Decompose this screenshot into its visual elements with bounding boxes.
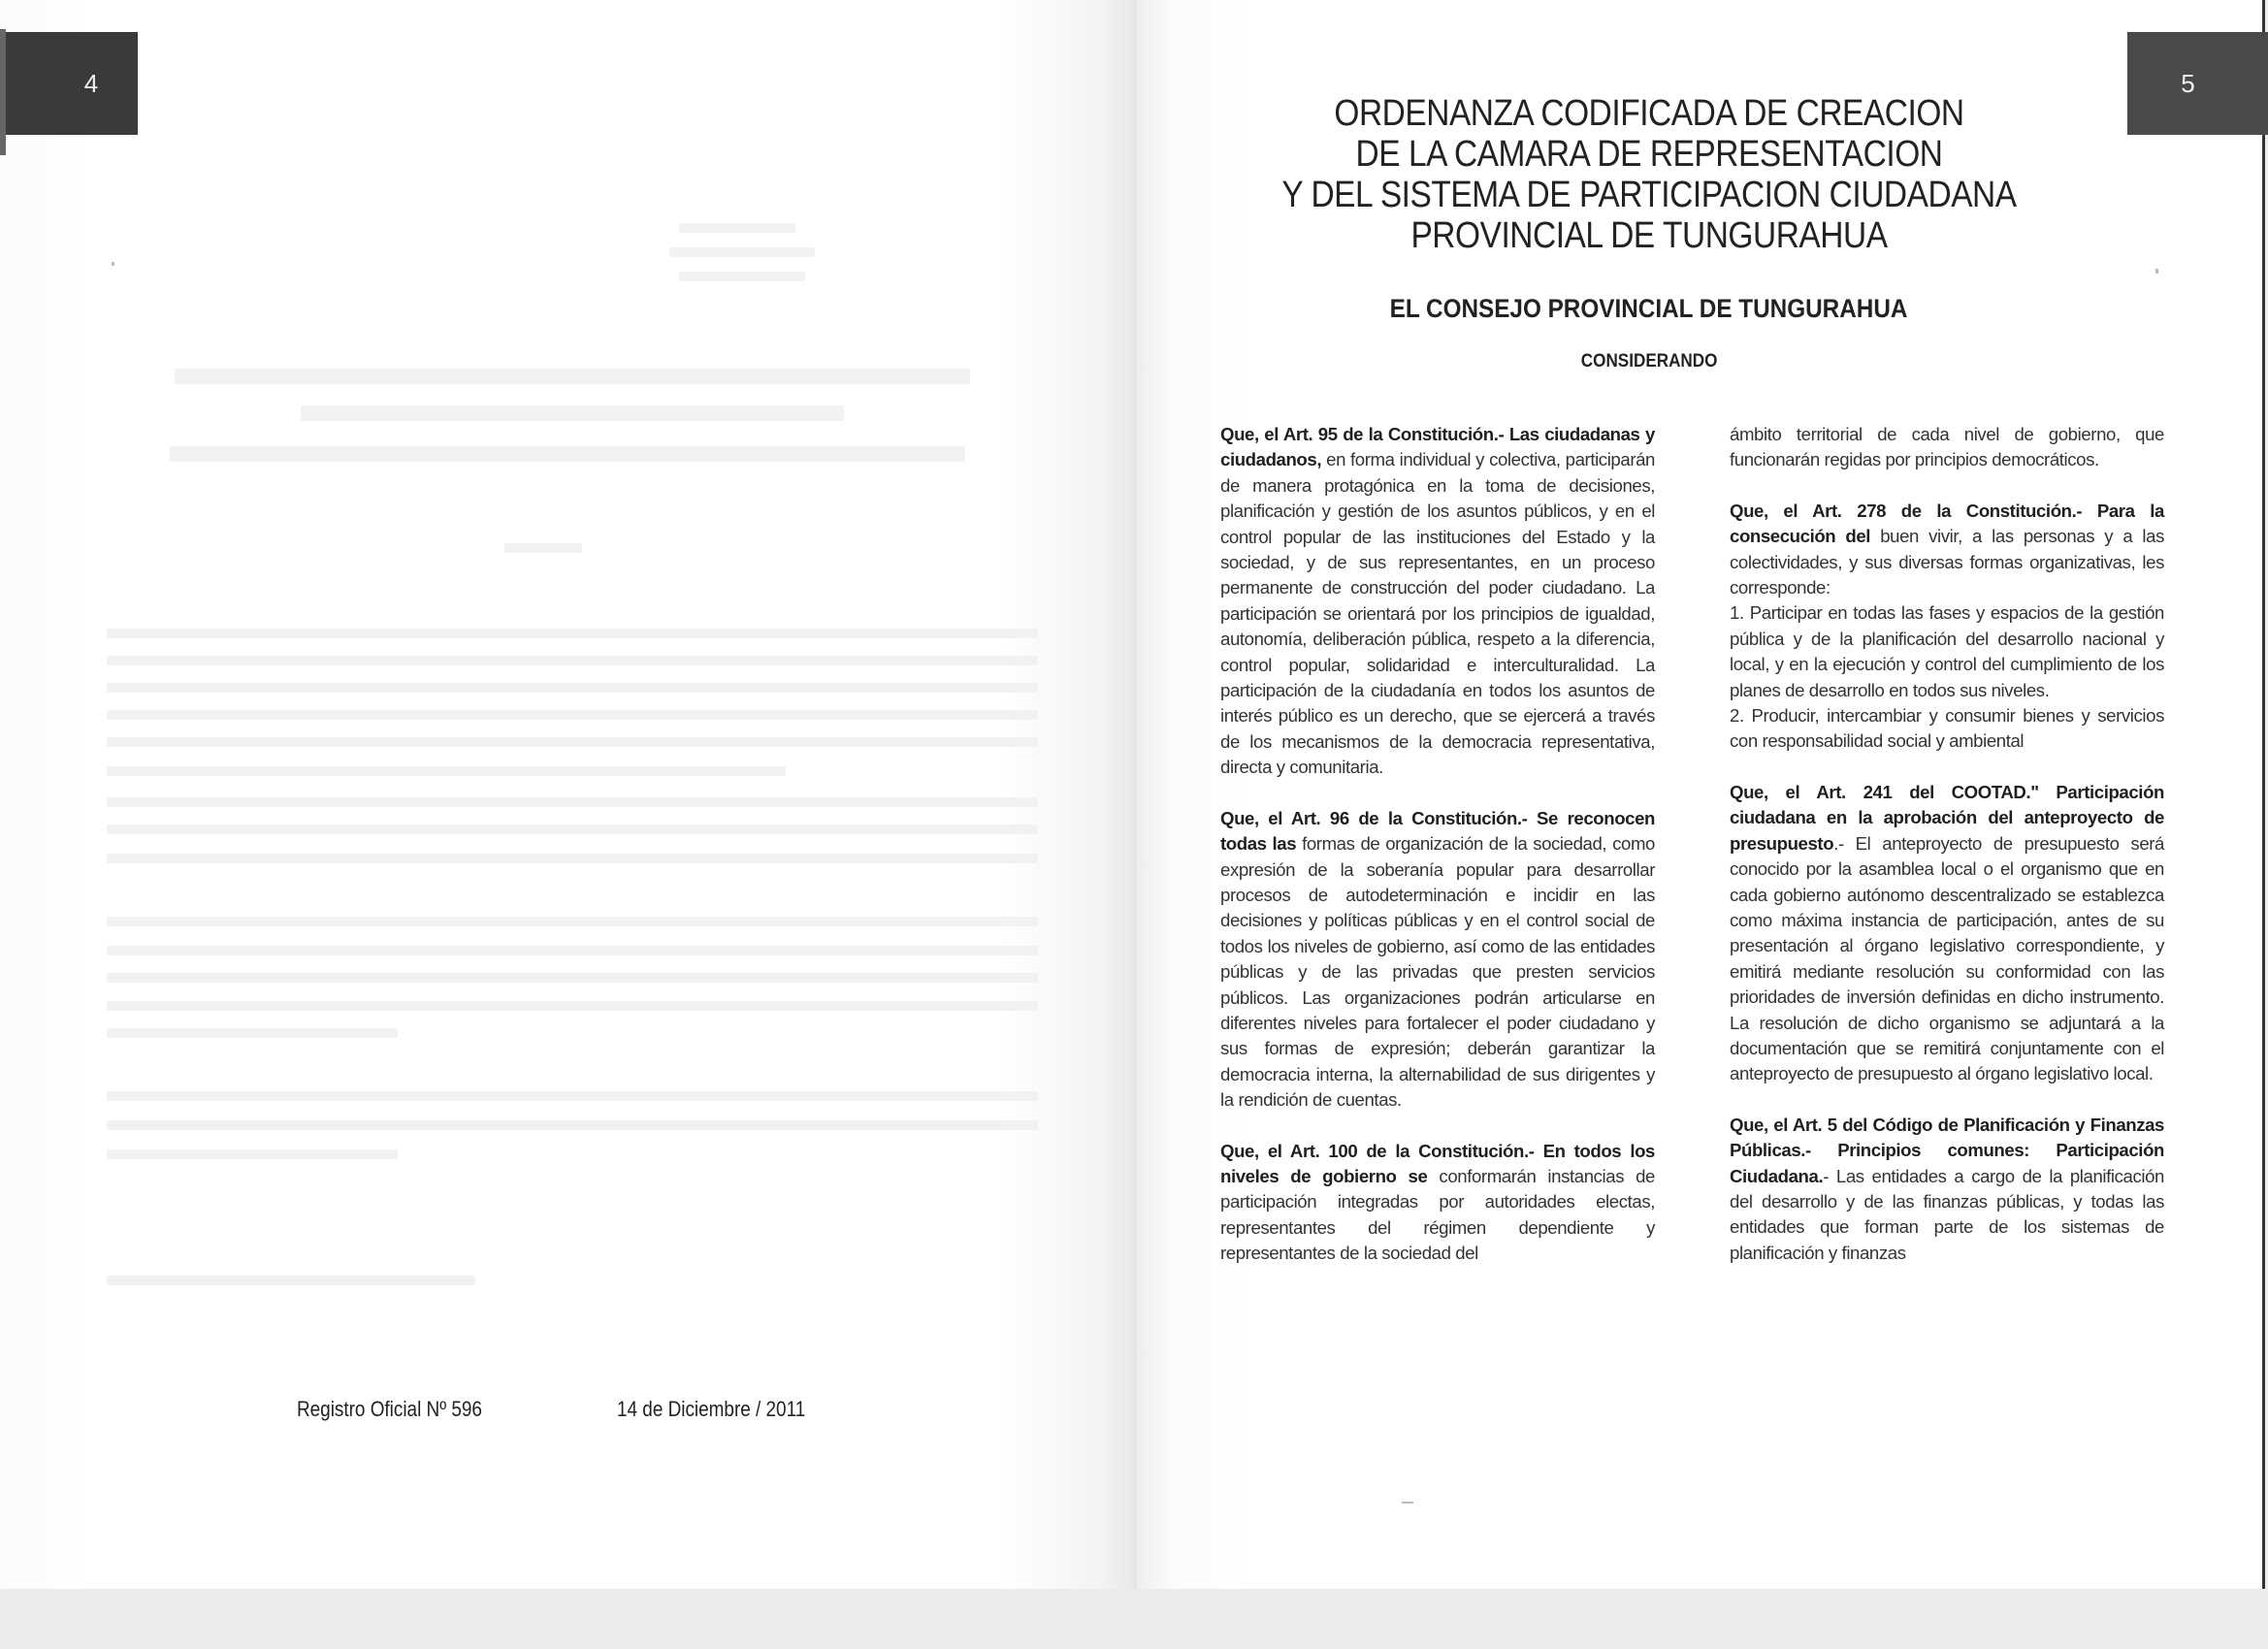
bleed-through-line	[107, 683, 1038, 693]
bleed-through-line	[107, 1120, 1038, 1130]
clause-lead: Que, el Art. 278 de la Constitución.- Para la consecución del	[1730, 500, 2164, 547]
bleed-through-line	[504, 543, 582, 553]
text-column-1	[1220, 422, 1655, 1292]
list-item: 1. Participar en todas las fases y espacios de la gestión pública y de la planificación del desarrollo nacional y local, y en la ejecución y control del cumplimiento de los planes de desarrollo en todos sus niveles.	[1730, 602, 2164, 700]
bleed-through-line	[679, 272, 805, 281]
considerando-art-96	[1220, 806, 1655, 1114]
clause-lead: Que, el Art. 96 de la Constitución.- Se reconocen todas las	[1220, 807, 1655, 855]
clause-body: conformarán instancias de participación integradas por autoridades electas, representantes del régimen dependiente y representantes de la sociedad del	[1220, 1165, 1655, 1264]
bleed-through-line	[669, 247, 815, 257]
bleed-through-line	[107, 824, 1038, 834]
clause-body: formas de organización de la sociedad, como expresión de la soberanía popular para desarrollar procesos de autodeterminación e incidir en las decisiones y políticas públicas y en el control social de todos los niveles de gobierno, así como de las entidades públicas y de las privadas que presten servicios públicos. Las organizaciones podrán articularse en diferentes niveles para fortalecer el poder ciudadano y sus formas de expresión; deberán garantizar la democracia interna, la alternabilidad de sus dirigentes y la rendición de cuentas.	[1220, 833, 1655, 1111]
page-number-right: 5	[2181, 68, 2195, 98]
title-line: Y DEL SISTEMA DE PARTICIPACION CIUDADANA	[1281, 175, 2017, 215]
page-number-tab-left	[6, 32, 138, 135]
clause-body: en forma individual y colectiva, participarán de manera protagónica en la toma de decisiones, planificación y gestión de los asuntos públicos, y en el control popular de las instituciones del Estado y la sociedad, y de sus representantes, en un proceso permanente de construcción del poder ciudadano. La participación se orientará por los principios de igualdad, autonomía, deliberación pública, respeto a la diferencia, control popular, solidaridad e interculturalidad. La participación de la ciudadanía en todos los asuntos de interés público es un derecho, que se ejercerá a través de los mecanismos de la democracia representativa, directa y comunitaria.	[1220, 449, 1655, 778]
clause-body: - Las entidades a cargo de la planificación del desarrollo y de las finanzas públicas, y todas las entidades que forman parte de los sistemas de planificación y finanzas	[1730, 1165, 2164, 1263]
bleed-through-line	[301, 405, 844, 421]
title-line: ORDENANZA CODIFICADA DE CREACION	[1334, 93, 1964, 134]
title-line: PROVINCIAL DE TUNGURAHUA	[1410, 215, 1888, 256]
print-speck	[112, 262, 114, 266]
page-number-left: 4	[83, 68, 99, 98]
clause-body: buen vivir, a las personas y a las colectividades, y sus diversas formas organizativas, les corresponde:	[1730, 526, 2164, 598]
issuer-heading	[1213, 294, 2086, 324]
footer-date: 14 de Diciembre / 2011	[617, 1397, 806, 1421]
clause-lead: Que, el Art. 5 del Código de Planificación y Finanzas Públicas.- Principios comunes: Participación Ciudadana.	[1730, 1114, 2164, 1186]
bleed-through-line	[170, 446, 965, 462]
considerando-art-95	[1220, 422, 1655, 781]
clause-intro	[1730, 499, 2164, 601]
bleed-through-line	[107, 1149, 398, 1159]
clause-lead: Que, el Art. 241 del COOTAD." Participación ciudadana en la aprobación del anteproyecto de presupuesto	[1730, 781, 2164, 854]
bleed-through-line	[107, 797, 1038, 807]
list-item: 2. Producir, intercambiar y consumir bienes y servicios con responsabilidad social y ambiental	[1730, 705, 2164, 752]
bleed-through-line	[107, 629, 1038, 638]
document-title	[1213, 93, 2086, 256]
page-number-tab-right	[2127, 32, 2268, 135]
print-speck	[2155, 269, 2158, 274]
section-heading	[1213, 351, 2086, 372]
continuation-text: ámbito territorial de cada nivel de gobierno, que funcionarán regidas por principios democráticos.	[1730, 424, 2164, 470]
left-page	[0, 0, 1137, 1589]
bleed-through-line	[107, 973, 1038, 983]
title-line: DE LA CAMARA DE REPRESENTACION	[1355, 134, 1943, 175]
bleed-through-line	[107, 946, 1038, 955]
bleed-through-line	[107, 1028, 398, 1038]
bleed-through-line	[107, 1091, 1038, 1101]
bleed-through-line	[107, 737, 1038, 747]
considerando-text: CONSIDERANDO	[1580, 351, 1718, 372]
bleed-through-line	[107, 710, 1038, 720]
bleed-through-line	[107, 1001, 1038, 1011]
clause-body: .- El anteproyecto de presupuesto será conocido por la asamblea local o el organismo que en cada gobierno autónomo descentralizado se establezca como máxima instancia de participación, antes de su presentación al órgano legislativo correspondiente, y emitirá mediante resolución su conformidad con las prioridades de inversión definidas en dicho instrumento. La resolución de dicho organismo se adjuntará a la documentación que se remitirá conjuntamente con el anteproyecto de presupuesto al órgano legislativo local.	[1730, 832, 2164, 1084]
clause-lead: Que, el Art. 100 de la Constitución.- En todos los niveles de gobierno se	[1220, 1140, 1655, 1186]
bleed-through-line	[175, 369, 970, 384]
footer-registro-oficial: Registro Oficial Nº 596	[297, 1397, 482, 1421]
clause-lead: Que, el Art. 95 de la Constitución.- Las ciudadanas y ciudadanos,	[1220, 424, 1655, 470]
bleed-through-line	[107, 766, 786, 776]
considerando-art-241	[1730, 780, 2164, 1087]
considerando-art-5	[1730, 1113, 2164, 1266]
print-speck	[1402, 1502, 1413, 1504]
text-column-2	[1730, 422, 2164, 1291]
bleed-through-line	[107, 1276, 475, 1285]
bleed-through-line	[107, 917, 1038, 926]
considerando-art-278	[1730, 499, 2164, 755]
bleed-through-line	[107, 854, 1038, 863]
bleed-through-line	[107, 656, 1038, 665]
bleed-through-line	[679, 223, 795, 233]
considerando-art-100	[1220, 1139, 1655, 1267]
issuer-text: EL CONSEJO PROVINCIAL DE TUNGURAHUA	[1390, 294, 1908, 323]
